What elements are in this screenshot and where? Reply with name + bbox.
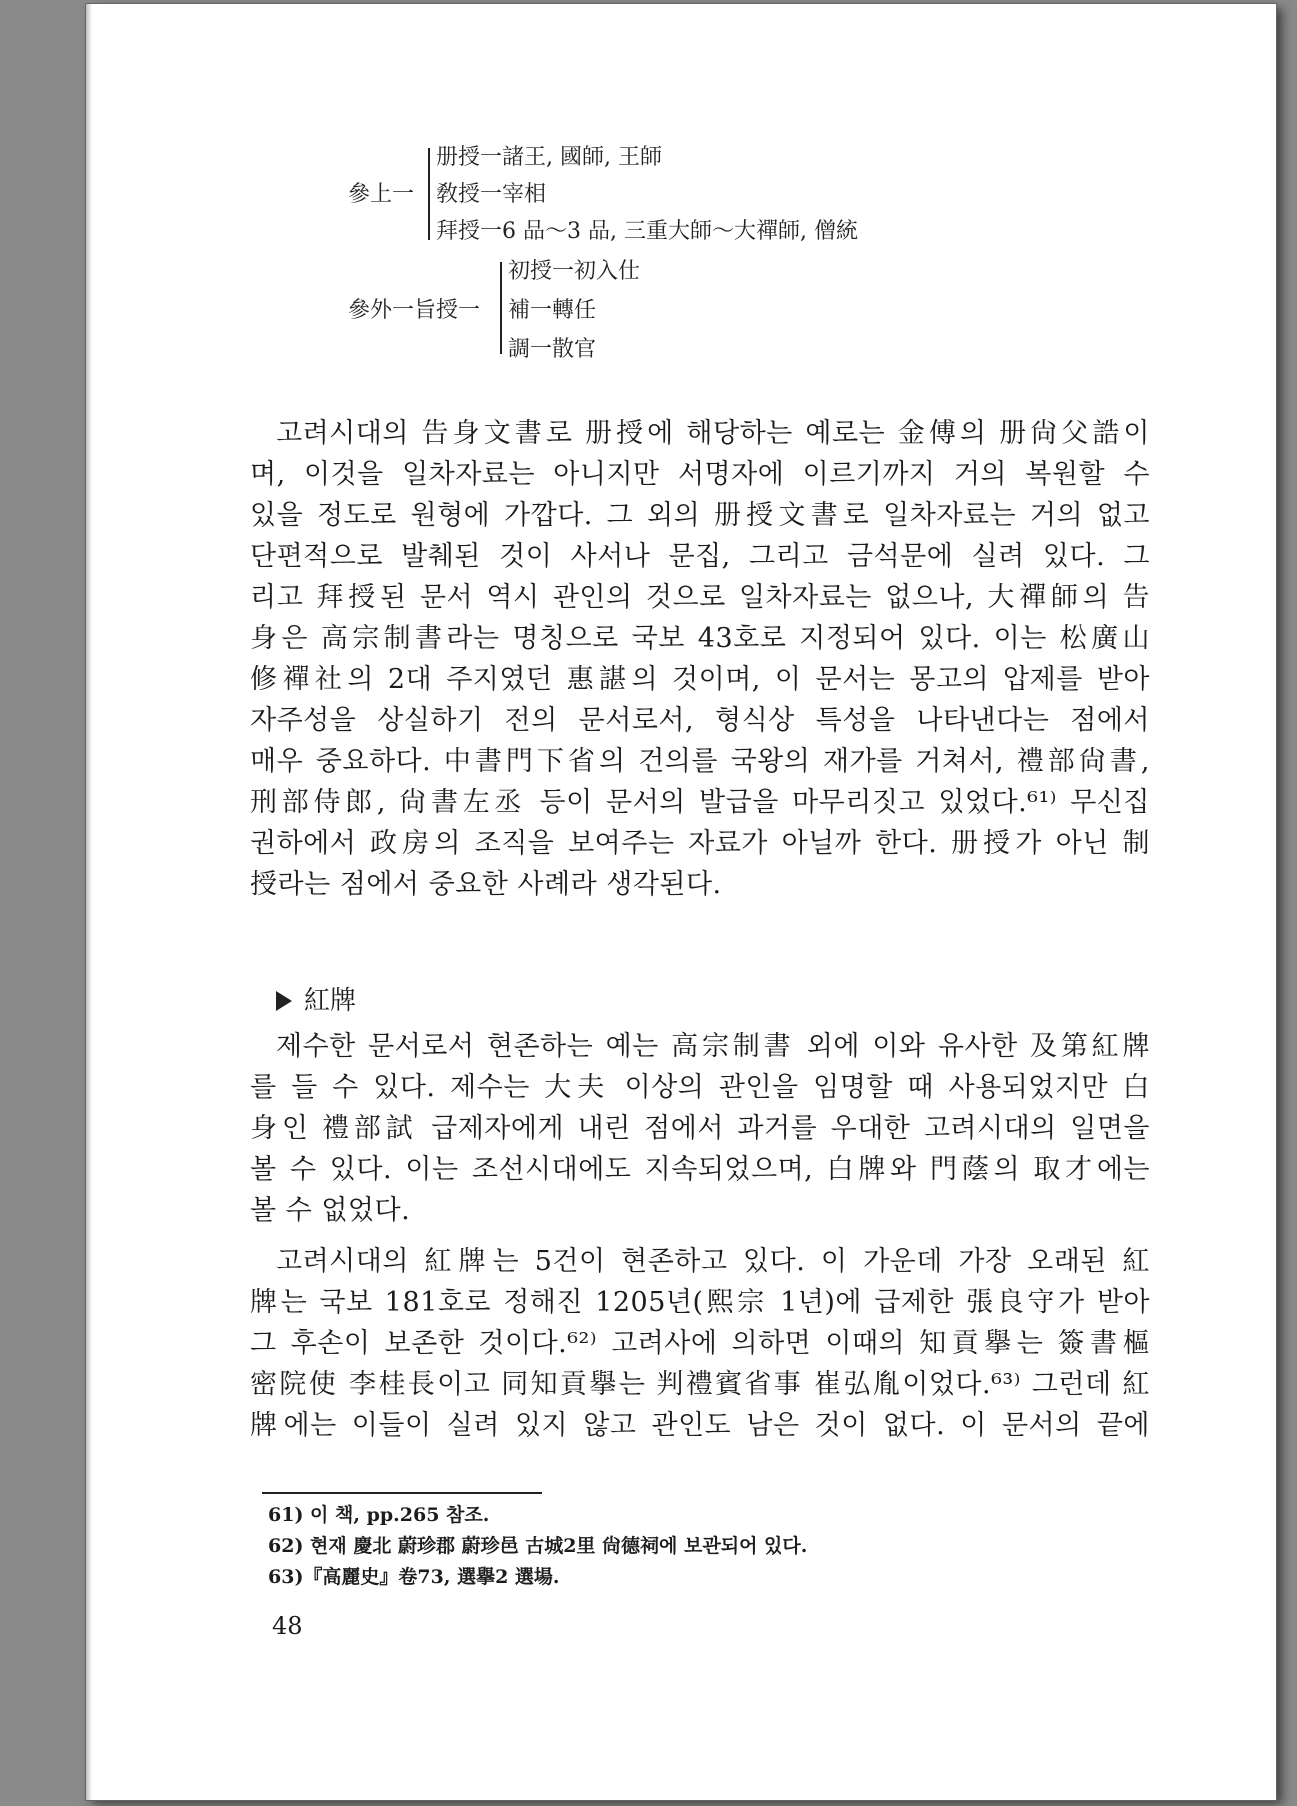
triangle-bullet-icon (276, 991, 292, 1011)
diagram-root-2: 參外一旨授一 (348, 298, 481, 323)
text-line: 제수한 문서로서 현존하는 예는 高宗制書 외에 이와 유사한 及第紅牌 (276, 1031, 1150, 1062)
text-line: 身은 高宗制書라는 명칭으로 국보 43호로 지정되어 있다. 이는 松廣山 (250, 623, 1150, 654)
text-line: 볼 수 있다. 이는 조선시대에도 지속되었으며, 白牌와 門蔭의 取才에는 (250, 1154, 1150, 1185)
diagram-root-1: 參上一 (348, 182, 415, 207)
text-line: 牌는 국보 181호로 정해진 1205년(熙宗 1년)에 급제한 張良守가 받아 (250, 1287, 1150, 1318)
text-line: 권하에서 政房의 조직을 보여주는 자료가 아닐까 한다. 册授가 아닌 制 (250, 828, 1150, 859)
text-line: 며, 이것을 일차자료는 아니지만 서명자에 이르기까지 거의 복원할 수 (250, 459, 1150, 490)
text-line: 修禪社의 2대 주지였던 惠諶의 것이며, 이 문서는 몽고의 압제를 받아 (250, 664, 1150, 695)
footnote: 62) 현재 慶北 蔚珍郡 蔚珍邑 古城2里 尙德祠에 보관되어 있다. (268, 1535, 808, 1557)
text-line: 身인 禮部試 급제자에게 내린 점에서 과거를 우대한 고려시대의 일면을 (250, 1113, 1150, 1144)
text-line: 刑部侍郎, 尙書左丞 등이 문서의 발급을 마무리짓고 있었다.⁶¹⁾ 무신집 (250, 787, 1150, 818)
diagram-item: 拜授一6 品〜3 品, 三重大師〜大禪師, 僧統 (436, 219, 858, 244)
page-fold-shadow (86, 4, 92, 1800)
text-line: 단편적으로 발췌된 것이 사서나 문집, 그리고 금석문에 실려 있다. 그 (250, 541, 1150, 572)
section-heading-text: 紅牌 (304, 986, 357, 1016)
text-line: 를 들 수 있다. 제수는 大夫 이상의 관인을 임명할 때 사용되었지만 白 (250, 1072, 1150, 1103)
diagram-brace-1 (428, 148, 430, 240)
diagram-brace-2 (500, 262, 502, 354)
text-line: 고려시대의 紅牌는 5건이 현존하고 있다. 이 가운데 가장 오래된 紅 (276, 1246, 1150, 1277)
text-line: 볼 수 없었다. (250, 1195, 411, 1226)
footnote: 63)『高麗史』卷73, 選擧2 選場. (268, 1566, 560, 1588)
page-number: 48 (272, 1612, 303, 1640)
footnote-rule (262, 1492, 542, 1494)
text-line: 있을 정도로 원형에 가깝다. 그 외의 册授文書로 일차자료는 거의 없고 (250, 500, 1150, 531)
footnote: 61) 이 책, pp.265 참조. (268, 1504, 490, 1526)
text-line: 매우 중요하다. 中書門下省의 건의를 국왕의 재가를 거쳐서, 禮部尙書, (250, 746, 1150, 777)
diagram-item: 調一散官 (508, 337, 597, 362)
text-line: 리고 拜授된 문서 역시 관인의 것으로 일차자료는 없으나, 大禪師의 告 (250, 582, 1150, 613)
text-line: 授라는 점에서 중요한 사례라 생각된다. (250, 869, 722, 900)
text-line: 密院使 李桂長이고 同知貢擧는 判禮賓省事 崔弘胤이었다.⁶³⁾ 그런데 紅 (250, 1369, 1150, 1400)
text-line: 자주성을 상실하기 전의 문서로서, 형식상 특성을 나타낸다는 점에서 (250, 705, 1150, 736)
diagram-item: 初授一初入仕 (508, 259, 641, 284)
diagram-item: 補一轉任 (508, 298, 597, 323)
text-line: 牌에는 이들이 실려 있지 않고 관인도 남은 것이 없다. 이 문서의 끝에 (250, 1410, 1150, 1441)
section-heading (276, 980, 356, 1017)
text-line: 그 후손이 보존한 것이다.⁶²⁾ 고려사에 의하면 이때의 知貢擧는 簽書樞 (250, 1328, 1150, 1359)
diagram-item: 敎授一宰相 (436, 182, 547, 207)
diagram-item: 册授一諸王, 國師, 王師 (436, 145, 662, 170)
text-line: 고려시대의 告身文書로 册授에 해당하는 예로는 金傅의 册尙父誥이 (276, 418, 1150, 449)
